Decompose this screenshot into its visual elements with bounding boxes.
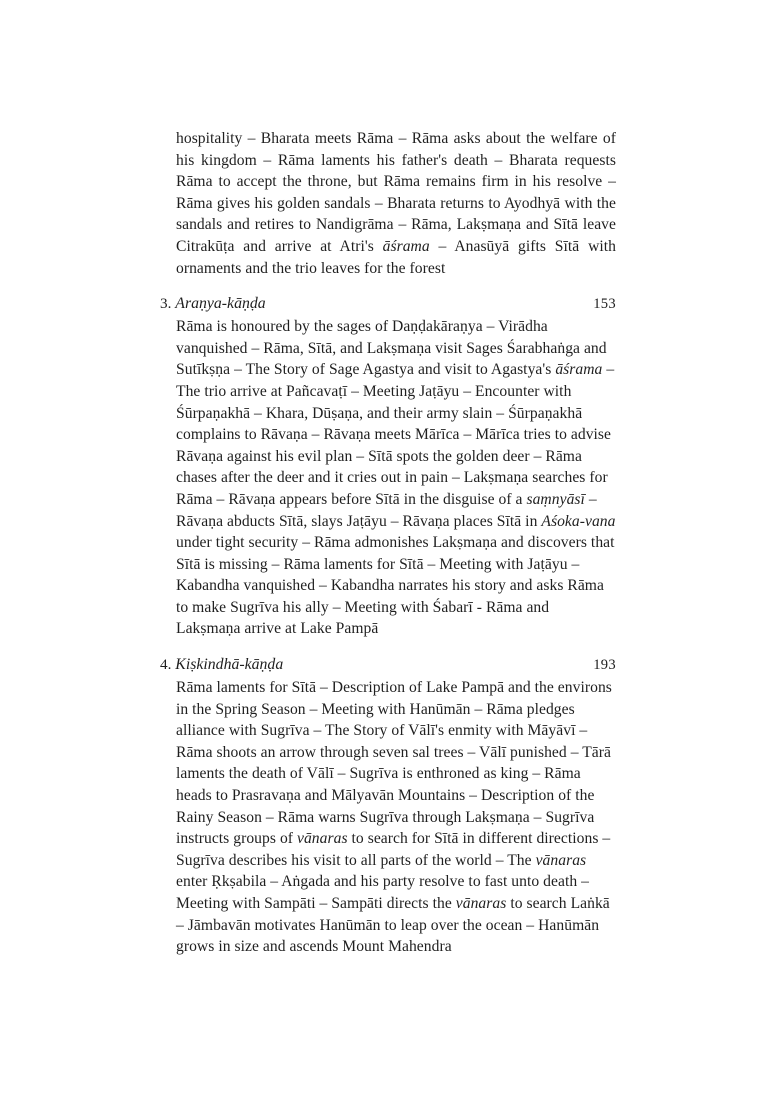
summary-italic-1: vānaras [296, 830, 348, 848]
section-entry-kiskindha-kanda [160, 654, 616, 958]
summary-italic-2: saṃnyāsī [526, 490, 585, 508]
section-number: 3. [160, 295, 172, 313]
continued-paragraph-italic-term: āśrama [382, 237, 430, 255]
summary-text-3: – Rāvaṇa abducts Sītā, slays Jaṭāyu – Rāvaṇa places Sītā in [176, 490, 597, 530]
summary-text-3: enter Ṛkṣabila – Aṅgada and his party resolve to fast unto death – Meeting with Sampāti – Sampāti directs the [176, 873, 589, 912]
text-column [160, 128, 616, 958]
summary-text-1: Rāma laments for Sītā – Description of Lake Pampā and the environs in the Spring Season – Meeting with Hanūmān – Rāma pledges alliance with Sugrīva – The Story of Vālī's enmity with Māyāvī – Rāma shoots an arrow through seven sal trees – Vālī punished – Tārā laments the death of Vālī – Sugrīva is enthroned as king – Rāma heads to Prasravaṇa and Mālyavān Mountains – Description of the Rainy Season – Rāma warns Sugrīva through Lakṣmaṇa – Sugrīva instructs groups of [176, 679, 612, 848]
section-page-number: 153 [593, 296, 616, 313]
summary-text-2: – The trio arrive at Pañcavaṭī – Meeting Jaṭāyu – Encounter with Śūrpaṇakhā – Khara, Dūṣaṇa, and their army slain – Śūrpaṇakhā complains to Rāvaṇa – Rāvaṇa meets Mārīca – Mārīca tries to advise Rāvaṇa against his evil plan – Sītā spots the golden deer – Rāma chases after the deer and it cries out in pain – Lakṣmaṇa searches for Rāma – Rāvaṇa appears before Sītā in the disguise of a [176, 361, 615, 508]
section-title: Araṇya-kāṇḍa [175, 295, 266, 313]
summary-italic-3: Aśoka-vana [541, 512, 616, 530]
section-title: Kiṣkindhā-kāṇḍa [175, 656, 284, 674]
continued-paragraph [176, 128, 616, 279]
summary-italic-3: vānaras [455, 895, 507, 912]
summary-text-4: to search Laṅkā – Jāmbavān motivates Hanūmān to leap over the ocean – Hanūmān grows in size and ascends Mount Mahendra [176, 895, 610, 956]
section-heading[interactable] [160, 293, 616, 315]
continued-paragraph-text: hospitality – Bharata meets Rāma – Rāma asks about the welfare of his kingdom – Rāma laments his father's death – Bharata requests Rāma to accept the throne, but Rāma remains firm in his resolve – Rāma gives his golden sandals – Bharata returns to Ayodhyā with the sandals and retires to Nandigrāma – Rāma, Lakṣmaṇa and Sītā leave Citrakūṭa and arrive at Atri's [176, 130, 616, 255]
section-entry-aranya-kanda [160, 293, 616, 640]
summary-text-1: Rāma is honoured by the sages of Daṇḍakāraṇya – Virādha vanquished – Rāma, Sītā, and Lakṣmaṇa visit Sages Śarabhaṅga and Sutīkṣṇa – The Story of Sage Agastya and visit to Agastya's [176, 318, 607, 379]
section-summary [176, 677, 616, 958]
summary-text-2: to search for Sītā in different directions – Sugrīva describes his visit to all parts of the world – The [176, 830, 611, 869]
section-summary [176, 316, 616, 640]
summary-text-4: under tight security – Rāma admonishes Lakṣmaṇa and discovers that Sītā is missing – Rāma laments for Sītā – Meeting with Jaṭāyu – Kabandha vanquished – Kabandha narrates his story and asks Rāma to make Sugrīva his ally – Meeting with Śabarī - Rāma and Lakṣmaṇa arrive at Lake Pampā [176, 534, 615, 638]
continued-paragraph-text-after: – Anasūyā gifts Sītā with ornaments and the trio leaves for the forest [176, 237, 616, 277]
section-heading[interactable] [160, 654, 616, 676]
section-page-number: 193 [593, 657, 616, 674]
section-number: 4. [160, 656, 172, 674]
summary-italic-2: vānaras [535, 851, 587, 869]
summary-italic-1: āśrama [555, 361, 603, 379]
